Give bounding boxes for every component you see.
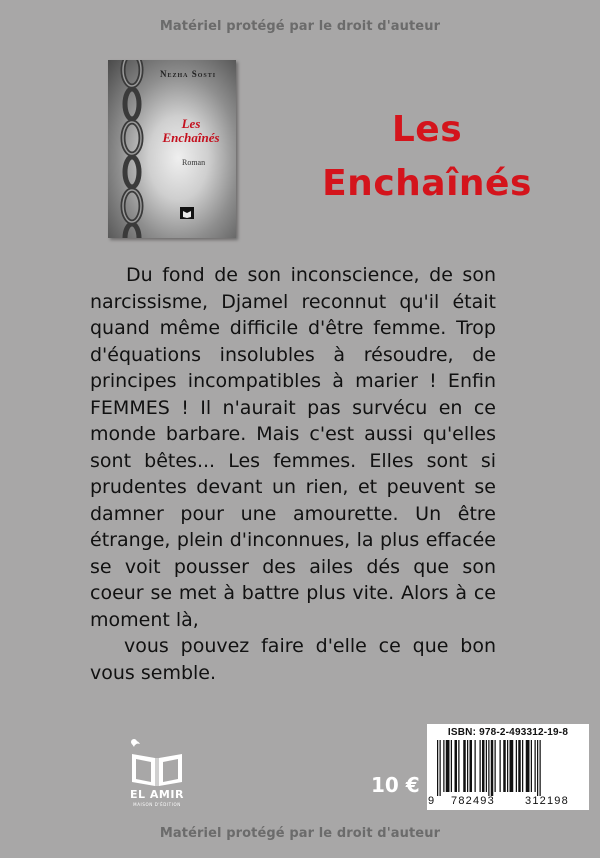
book-title-line1: Les <box>391 109 463 150</box>
publisher-logo <box>120 736 194 816</box>
barcode-bar <box>522 740 523 792</box>
barcode-bar <box>491 740 494 796</box>
book-icon <box>120 736 194 788</box>
barcode-bar <box>518 740 521 792</box>
copyright-watermark-bottom: Matériel protégé par le droit d'auteur <box>159 826 441 841</box>
barcode-bar <box>463 740 466 792</box>
publisher-name: EL AMIR <box>130 788 184 801</box>
cover-title-line2: Enchaînés <box>162 130 220 145</box>
barcode-bar <box>507 740 508 792</box>
barcode-bar <box>516 740 517 792</box>
barcode-bar <box>537 740 538 796</box>
chain-icon <box>114 60 154 238</box>
barcode-bar <box>540 740 541 796</box>
barcode-bar <box>437 740 438 796</box>
barcode-left-digits: 782493 <box>451 795 495 807</box>
barcode-bar <box>455 740 458 792</box>
barcode-bars <box>437 740 579 796</box>
barcode-bar <box>440 740 441 796</box>
copyright-watermark-top: Matériel protégé par le droit d'auteur <box>159 19 441 34</box>
back-cover-blurb <box>90 262 496 686</box>
publisher-subtitle: MAISON D'ÉDITION <box>133 802 181 807</box>
barcode-bar <box>510 740 514 792</box>
barcode-bar <box>480 740 481 792</box>
price-label: 10 € <box>371 773 420 797</box>
barcode-bar <box>482 740 485 792</box>
cover-publisher-logo-icon <box>180 207 194 219</box>
barcode-bar <box>535 740 536 792</box>
cover-genre: Roman <box>182 158 206 167</box>
barcode-right-digits: 312198 <box>525 795 569 807</box>
barcode-bar <box>531 740 532 792</box>
barcode-bar <box>443 740 444 792</box>
barcode-bar <box>488 740 489 796</box>
isbn-label: ISBN: 978-2-493312-19-8 <box>447 727 569 738</box>
barcode-bar <box>451 740 452 792</box>
isbn-barcode <box>427 724 589 810</box>
cover-title-line1: Les <box>181 116 201 131</box>
barcode-bar <box>458 740 459 792</box>
book-title <box>322 103 532 211</box>
barcode-bar <box>467 740 468 792</box>
barcode-bar <box>495 740 496 792</box>
barcode-bar <box>446 740 450 792</box>
barcode-bar <box>470 740 473 792</box>
barcode-first-digit: 9 <box>428 795 435 807</box>
barcode-bar <box>475 740 476 792</box>
book-title-line2: Enchaînés <box>322 163 532 204</box>
book-cover-thumbnail <box>108 60 236 238</box>
barcode-bar <box>500 740 501 792</box>
cover-author: Nezha Sosti <box>160 69 217 79</box>
barcode-bar <box>526 740 530 792</box>
barcode-bar <box>486 740 487 792</box>
barcode-bar <box>503 740 506 792</box>
blurb-paragraph-1: Du fond de son inconscience, de son narcissisme, Djamel reconnut qu'il était quand même difficile d'être femme. Trop d'équations insolubles à résoudre, de principes incompatibles à marier ! Enfin FEMMES ! Il n'aurait pas survécu en ce monde barbare. Mais c'est aussi qu'elles sont bêtes... Les femmes. Elles sont si prudentes devant un rien, et peuvent se damner pour une amourette. Un être étrange, plein d'inconnues, la plus effacée se voit pousser des ailes dés que son coeur se met à battre plus vite. Alors à ce moment là, <box>90 264 496 631</box>
cover-title <box>156 117 226 145</box>
blurb-paragraph-2: vous pouvez faire d'elle ce que bon vous semble. <box>90 635 496 684</box>
